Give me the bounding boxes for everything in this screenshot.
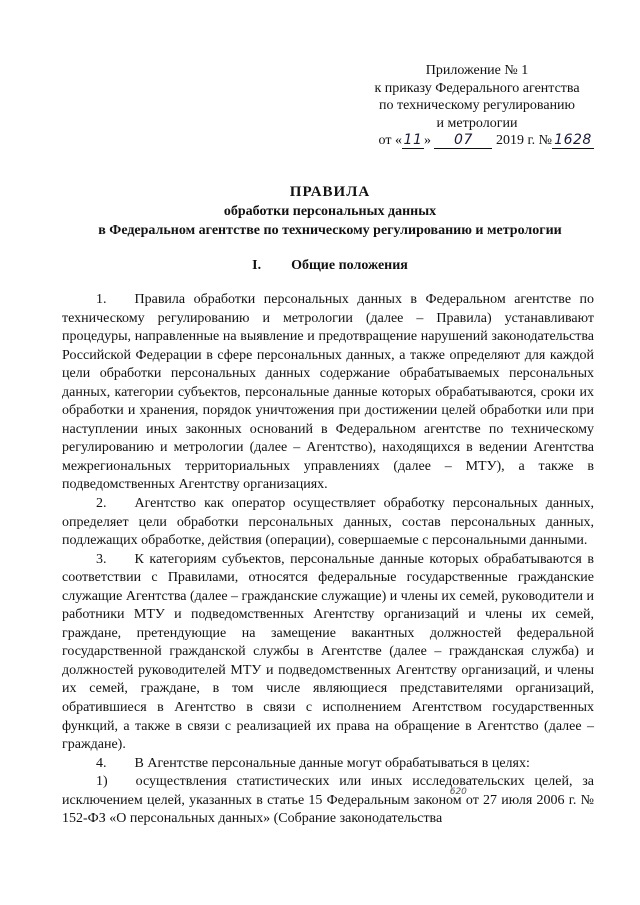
date-prefix: от « [378,133,402,148]
title-main: ПРАВИЛА [289,184,371,200]
handwritten-order-number: 1628 [554,132,592,148]
order-date-number [352,132,594,150]
paragraph-1: 1. Правила обработки персональных данных в Федеральном агентстве по техническому регулированию и метрологии (далее – Правила) устанавливают процедуры, направленные на выявление и предотвращение нарушений законодательства Российской Федерации в сфере персональных данных, а также определяют для каждой цели обработки персональных данных содержание обрабатываемых персональных данных, категории субъектов, персональные данные которых обрабатываются, сроки их обработки и хранения, порядок уничтожения при достижении целей обработки или при наступлении иных законных оснований в Федеральном агентстве по техническому регулированию и метрологии (далее – Агентство), находящихся в ведении Агентства межрегиональных территориальных управлениях (далее – МТУ), а также в подведомственных Агентству организациях. [62,292,594,493]
annotated-word: законом [413,792,462,808]
title-line-2: обработки персональных данных [223,204,437,219]
pencil-note: 620 [449,786,467,797]
handwritten-day: 11 [403,132,423,148]
title-line-3: в Федеральном агентстве по техническому регулированию и метрологии [98,223,562,238]
section-number: I. [252,258,262,273]
paragraph-5-end: от 27 июля 2006 г. № 152-ФЗ «О персональных данных» (Собрание законодательства [62,792,594,827]
handwritten-month: 07 [454,132,473,148]
section-heading [30,258,630,274]
document-body [62,291,594,829]
year-and-number-label: 2019 г. № [495,133,552,148]
paragraph-2: 2. Агентство как оператор осуществляет обработку персональных данных, определяет цели обработки персональных данных, состав персональных данных, подлежащих обработке, действия (операции), совершаемые с персональными данными. [62,496,594,549]
appendix-header [352,62,602,150]
pencil-annotated-word [413,786,467,808]
paragraph-5-start: 1) осуществления статистических или иных исследовательских целей, за исключением целей, указанных в статье 15 Федеральным [62,774,594,808]
paragraph-4: 4. В Агентстве персональные данные могут обрабатываться в целях: [96,755,530,771]
paragraph-3: 3. К категориям субъектов, персональные данные которых обрабатываются в соответствии с Правилами, относятся федеральные государственные гражданские служащие Агентства (далее – гражданские служащие) и члены их семей, руководители и работники МТУ и подведомственных Агентству организаций и члены их семей, граждане, претендующие на замещение вакантных должностей федеральной государственной гражданской службы в Агентстве (далее – гражданская служба) и должностей руководителей МТУ и подведомственных Агентству организаций, и члены их семей, граждане, в том числе являющиеся представителями организаций, обратившиеся в Агентство в связи с исполнением Агентством государственных функций, а также в связи с реализацией их права на обращение в Агентство (далее – граждане). [62,551,595,753]
document-title [30,182,630,240]
order-reference: к приказу Федерального агентства [374,80,580,96]
date-quote-close: » [423,133,431,148]
paragraph-5 [62,773,594,829]
agency-name-line-end: и метрологии [436,115,518,131]
agency-name-line: по техническому регулированию [378,98,576,113]
section-title: Общие положения [291,258,408,273]
appendix-label: Приложение № 1 [425,63,529,78]
